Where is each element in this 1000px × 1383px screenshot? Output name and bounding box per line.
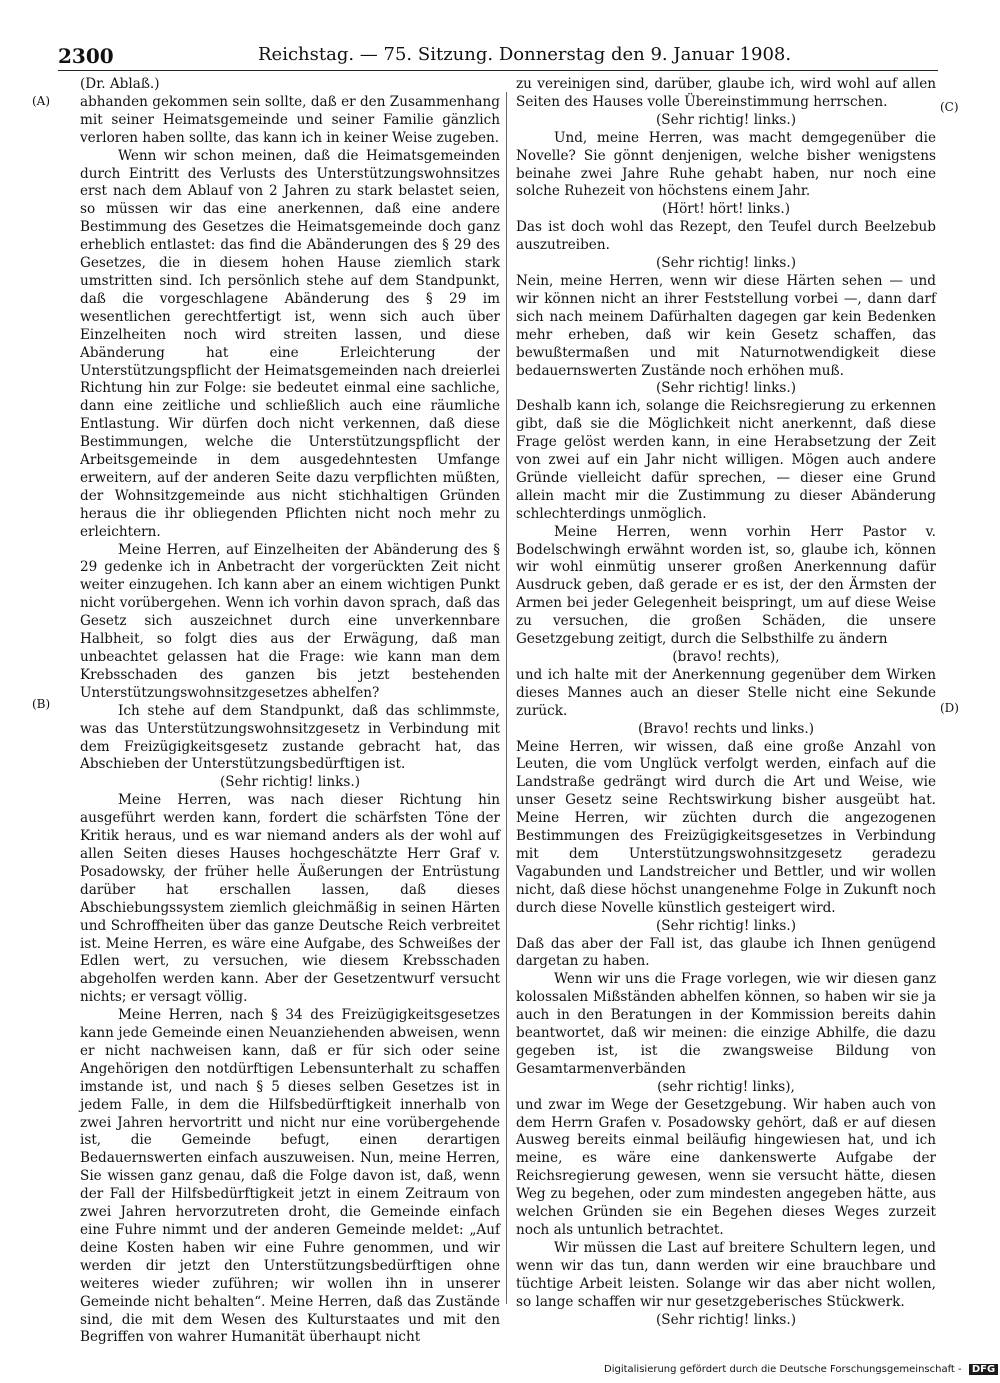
- paragraph: Nein, meine Herren, wenn wir diese Härten sehen — und wir können nicht an ihrer Feststellung vorbei —, dann darf sich nach meinem Dafürhalten dagegen gar kein Bedenken mehr erheben, daß wir kein Gesetz schaffen, das bewußtermaßen und mit Naturnotwendigkeit diese bedauernswerten Zustände noch erhöhen muß.: [516, 272, 936, 379]
- margin-mark-b: (B): [32, 697, 51, 711]
- interjection: (Hört! hört! links.): [661, 201, 791, 218]
- interjection: (sehr richtig! links),: [657, 1078, 795, 1095]
- paragraph: Daß das aber der Fall ist, das glaube ich Ihnen genügend dargetan zu haben.: [516, 935, 936, 970]
- paragraph: Meine Herren, nach § 34 des Freizügigkeitsgesetzes kann jede Gemeinde einen Neuanziehenden abweisen, wenn er nicht nachweisen kann, daß er für sich oder seine Angehörigen den notdürftigen Lebensunterhalt zu schaffen imstande ist, und nach § 5 dieses selben Gesetzes ist in jedem Falle, in dem die Hilfsbedürftigkeit innerhalb von zwei Jahren hervortritt und nicht nur eine vorübergehende ist, die Gemeinde befugt, einen derartigen Bedauernswerten einfach auszuweisen. Nun, meine Herren, Sie wissen ganz genau, daß die Folge davon ist, daß, wenn der Fall der Hilfsbedürftigkeit jetzt in einem Zeitraum von zwei Jahren hervorzutreten droht, die Gemeinde einfach eine Fuhre nimmt und der anderen Gemeinde meldet: „Auf deine Kosten haben wir eine Fuhre genommen, und wir werden dir jetzt den Unterstützungsbedürftigen ohne weiteres wieder zuführen; wir wollen ihn in unserer Gemeinde nicht behalten“. Meine Herren, daß das Zustände sind, die mit dem Wesen des Kulturstaates und mit den Begriffen von wahrer Humanität überhaupt nicht: [80, 1007, 500, 1346]
- digitization-credit: [604, 1364, 998, 1375]
- paragraph: Wir müssen die Last auf breitere Schultern legen, und wenn wir das tun, dann werden wir eine brauchbare und tüchtige Arbeit leisten. Solange wir das aber nicht wollen, so lange schaffen wir nur gesetzgeberisches Stückwerk.: [516, 1239, 936, 1310]
- credit-text: Digitalisierung gefördert durch die Deutsche Forschungsgemeinschaft -: [604, 1364, 962, 1375]
- page-header: [58, 44, 938, 70]
- paragraph: Meine Herren, was nach dieser Richtung hin ausgeführt werden kann, fordert die schärfsten Töne der Kritik heraus, und es war niemand anders als der wohl auf allen Seiten dieses Hauses hochgeschätzte Herr Graf v. Posadowsky, der früher helle Äußerungen der Entrüstung darüber hat erschallen lassen, daß dieses Abschiebungssystem ziemlich gleichmäßig in seinen Härten und Schroffheiten über das ganze Deutsche Reich verbreitet ist. Meine Herren, es wäre eine Aufgabe, des Schweißes der Edlen wert, zu versuchen, wie diesem Krebsschaden abgeholfen werden kann. Aber der Gesetzentwurf versucht nichts; er versagt völlig.: [80, 792, 500, 1006]
- header-rule: [58, 70, 938, 71]
- paragraph: Meine Herren, auf Einzelheiten der Abänderung des § 29 gedenke ich in Anbetracht der vorgerückten Zeit nicht weiter einzugehen. Ich kann aber an einem wichtigen Punkt nicht vorübergehen. Wenn ich vorhin davon sprach, daß das Gesetz sich auszeichnet durch eine unverkennbare Halbheit, so folgt dies aus der Erwägung, daß man unbeachtet gelassen hat die Frage: wie kann man dem Krebsschaden des ganzen bis jetzt bestehenden Unterstützungswohnsitzgesetzes abhelfen?: [80, 541, 500, 701]
- interjection: (bravo! rechts),: [672, 649, 780, 665]
- margin-mark-c: (C): [940, 100, 959, 114]
- interjection: (Sehr richtig! links.): [655, 111, 797, 128]
- paragraph: und ich halte mit der Anerkennung gegenüber dem Wirken dieses Mannes auch an dieser Stelle nicht eine Sekunde zurück.: [516, 666, 936, 719]
- right-column: [516, 76, 936, 1329]
- interjection: (Bravo! rechts und links.): [637, 720, 815, 737]
- paragraph: Wenn wir schon meinen, daß die Heimatsgemeinden durch Eintritt des Verlusts des Unterstützungswohnsitzes erst nach dem Ablauf von 2 Jahren zu stark belastet seien, so müssen wir das eine anerkennen, daß eine andere Bestimmung des Gesetzes die Heimatsgemeinde doch ganz erheblich entlastet: das find die Abänderungen des § 29 des Gesetzes, die in diesem hohen Hause ziemlich stark umstritten sind. Ich persönlich stehe auf dem Standpunkt, daß die vorgeschlagene Abänderung des § 29 im wesentlichen gerechtfertigt ist, wenn sich auch über Einzelheiten noch wird streiten lassen, und diese Abänderung hat eine Erleichterung der Unterstützungspflicht der Heimatsgemeinden nach dreierlei Richtung hin zur Folge: sie bedeutet einmal eine sachliche, dann eine zeitliche und schließlich auch eine räumliche Entlastung. Wir dürfen doch nicht verkennen, daß diese Bestimmungen, welche die Unterstützungspflicht der Arbeitsgemeinde in dem ausgedehntesten Umfange erweitern, auf der anderen Seite dazu verpflichten müßten, der Wohnsitzgemeinde aus nicht stichhaltigen Gründen heraus die ihr obliegenden Pflichten nicht noch mehr zu erleichtern.: [80, 147, 500, 540]
- column-divider: [506, 92, 507, 1304]
- speaker-label: (Dr. Ablaß.): [80, 76, 160, 92]
- running-title: Reichstag. — 75. Sitzung. Donnerstag den 9. Januar 1908.: [258, 44, 792, 65]
- paragraph: Das ist doch wohl das Rezept, den Teufel durch Beelzebub auszutreiben.: [516, 219, 936, 254]
- page-number: 2300: [58, 44, 114, 68]
- interjection: (Sehr richtig! links.): [655, 380, 797, 397]
- margin-mark-a: (A): [32, 94, 51, 108]
- dfg-logo: DFG: [969, 1364, 998, 1375]
- paragraph: abhanden gekommen sein sollte, daß er den Zusammenhang mit seiner Heimatsgemeinde und seiner Familie gänzlich verloren haben sollte, das kann ich in keiner Weise zugeben.: [80, 93, 500, 146]
- paragraph: Und, meine Herren, was macht demgegenüber die Novelle? Sie gönnt denjenigen, welche bisher wenigstens beinahe zwei Jahre Ruhe gehabt haben, nur noch eine solche Ruhezeit von höchstens einem Jahr.: [516, 129, 936, 200]
- interjection: (Sehr richtig! links.): [655, 1311, 797, 1328]
- paragraph: Meine Herren, wenn vorhin Herr Pastor v. Bodelschwingh erwähnt worden ist, so, glaube ich, können wir wohl einmütig unserer großen Anerkennung dafür Ausdruck geben, daß gerade er es ist, der den Ärmsten der Armen bei jeder Gelegenheit beispringt, um auf diese Weise zu versuchen, die großen Schäden, die unsere Gesetzgebung zeitigt, durch die Selbsthilfe zu ändern: [516, 523, 936, 648]
- paragraph: Meine Herren, wir wissen, daß eine große Anzahl von Leuten, die vom Unglück verfolgt werden, einfach auf die Landstraße gedrängt wird durch die Art und Weise, wie unser Gesetz seine Rechtswirkung bisher ausgeübt hat. Meine Herren, wir züchten durch die angezogenen Bestimmungen des Freizügigkeitsgesetzes in Verbindung mit dem Unterstützungswohnsitzgesetz geradezu Vagabunden und Landstreicher und Bettler, und wir wollen nicht, daß diese höchst unangenehme Folge in Zukunft noch durch diese Novelle künstlich gesteigert wird.: [516, 738, 936, 916]
- paragraph: zu vereinigen sind, darüber, glaube ich, wird wohl auf allen Seiten des Hauses volle Übereinstimmung herrschen.: [516, 76, 936, 110]
- left-column: [80, 76, 500, 1347]
- interjection: (Sehr richtig! links.): [655, 255, 797, 272]
- paragraph: Deshalb kann ich, solange die Reichsregierung zu erkennen gibt, daß sie die Möglichkeit nicht anerkennt, daß diese Frage gelöst werden kann, in eine Herabsetzung der Zeit von zwei auf ein Jahr nicht willigen. Mögen auch andere Gründe vielleicht dafür sprechen, — dieser eine Grund allein macht mir die Zustimmung zu dieser Abänderung schlechterdings unmöglich.: [516, 398, 936, 522]
- paragraph: und zwar im Wege der Gesetzgebung. Wir haben auch von dem Herrn Grafen v. Posadowsky gehört, daß er auf diesen Ausweg bereits einmal beiläufig hingewiesen hat, und ich meine, es wäre eine dankenswerte Aufgabe der Reichsregierung gewesen, wenn sie versucht hätte, diesen Weg zu begehen, oder zum mindesten angegeben hätte, aus welchen Gründen sie ein Begehen dieses Weges zurzeit noch als untunlich betrachtet.: [516, 1096, 936, 1238]
- margin-mark-d: (D): [940, 701, 959, 715]
- interjection: (Sehr richtig! links.): [219, 774, 361, 791]
- interjection: (Sehr richtig! links.): [655, 917, 797, 934]
- paragraph: Wenn wir uns die Frage vorlegen, wie wir diesen ganz kolossalen Mißständen abhelfen können, so haben wir sie ja auch in den Beratungen in der Kommission bereits dahin beantwortet, daß wir meinen: die einzige Abhilfe, die dazu gegeben ist, ist die zwangsweise Bildung von Gesamtarmenverbänden: [516, 971, 936, 1077]
- paragraph: Ich stehe auf dem Standpunkt, daß das schlimmste, was das Unterstützungswohnsitzgesetz in Verbindung mit dem Freizügigkeitsgesetz zustande gebracht hat, das Abschieben der Unterstützungsbedürftigen ist.: [80, 702, 500, 773]
